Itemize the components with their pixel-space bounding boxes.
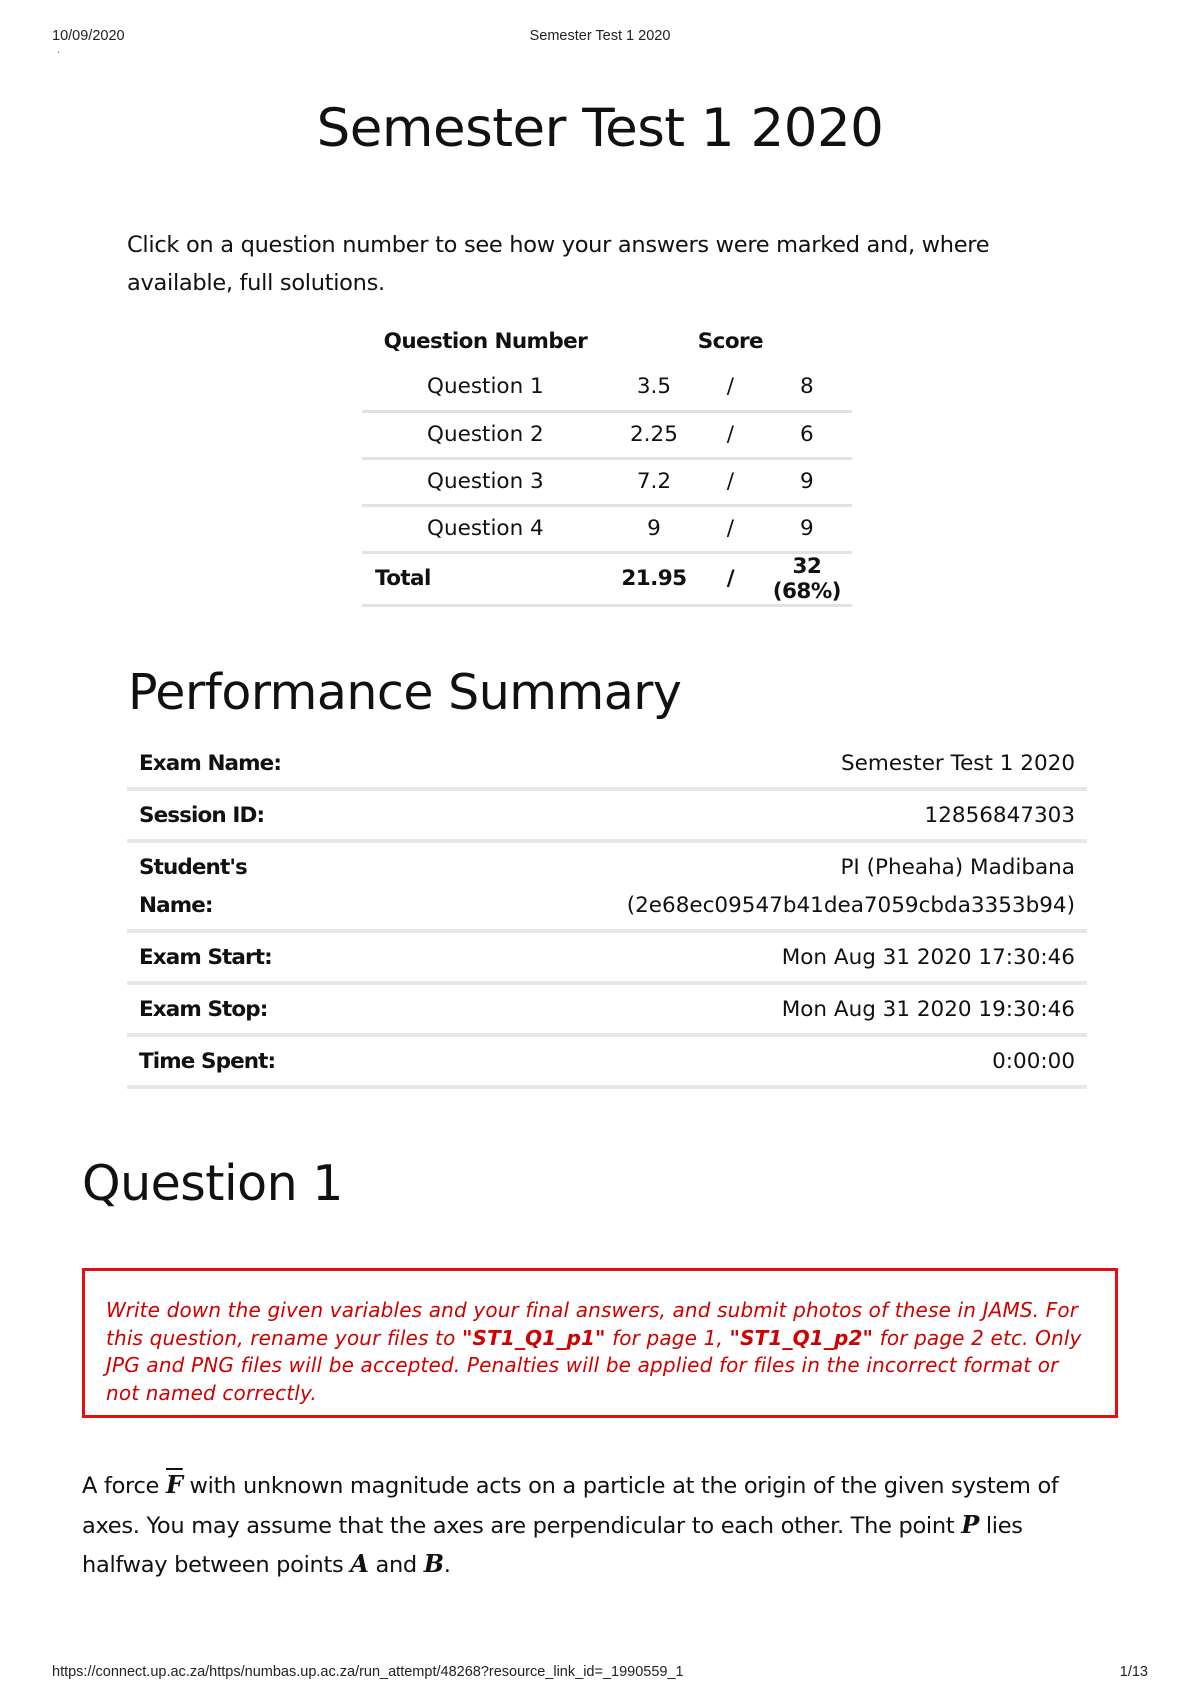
- point-b-symbol: B: [423, 1549, 444, 1578]
- score-max: 8: [762, 364, 852, 411]
- print-date: 10/09/2020: [52, 28, 125, 44]
- score-separator: /: [699, 505, 762, 552]
- score-max: 6: [762, 411, 852, 458]
- notice-filename: "ST1_Q1_p2": [729, 1325, 874, 1350]
- table-row[interactable]: [362, 411, 852, 458]
- question-1-text: [82, 1466, 1112, 1585]
- table-row[interactable]: [362, 458, 852, 505]
- score-separator: /: [699, 364, 762, 411]
- point-p-symbol: P: [961, 1509, 979, 1539]
- notice-filename: "ST1_Q1_p1": [461, 1325, 606, 1350]
- point-a-symbol: A: [350, 1549, 369, 1578]
- performance-summary-heading: Performance Summary: [128, 664, 682, 721]
- score-max: 9: [762, 505, 852, 552]
- exam-start-value: Mon Aug 31 2020 17:30:46: [345, 931, 1087, 983]
- student-name-label: Student's Name:: [127, 841, 345, 931]
- score-value: 7.2: [609, 458, 699, 505]
- summary-row: [127, 739, 1087, 789]
- question-number-header: Question Number: [383, 328, 588, 354]
- question-text: .: [443, 1552, 451, 1578]
- time-spent-label: Time Spent:: [127, 1035, 345, 1087]
- total-score: 21.95: [609, 552, 699, 605]
- question-link[interactable]: Question 2: [362, 411, 609, 458]
- summary-row: [127, 1035, 1087, 1087]
- submission-notice: [82, 1268, 1118, 1418]
- question-text: and: [368, 1552, 424, 1578]
- notice-text: Write down the given variables and your final answers, and submit photos of these in JAMS. For this question, rename your files to: [106, 1298, 1079, 1350]
- notice-text: for page 1,: [605, 1325, 730, 1350]
- score-value: 2.25: [609, 411, 699, 458]
- score-table-header: [362, 318, 852, 364]
- summary-row: [127, 789, 1087, 841]
- summary-row: [127, 841, 1087, 931]
- total-max: 32 (68%): [762, 552, 852, 605]
- question-text: with unknown magnitude acts on a particle at the origin of the given system of axes. You may assume that the axes are perpendicular to each other. The point: [82, 1473, 1059, 1539]
- score-value: 3.5: [609, 364, 699, 411]
- table-row[interactable]: [362, 364, 852, 411]
- score-separator: /: [699, 411, 762, 458]
- print-url: https://connect.up.ac.za/https/numbas.up.ac.za/run_attempt/48268?resource_link_id=_1990559_1: [52, 1664, 684, 1680]
- question-1-heading: Question 1: [82, 1155, 343, 1212]
- table-row[interactable]: [362, 505, 852, 552]
- question-link[interactable]: Question 1: [362, 364, 609, 411]
- question-text: A force: [82, 1473, 166, 1499]
- session-id-label: Session ID:: [127, 789, 345, 841]
- question-text: lies halfway between points: [82, 1512, 1023, 1578]
- total-separator: /: [699, 552, 762, 605]
- time-spent-value: 0:00:00: [345, 1035, 1087, 1087]
- question-link[interactable]: Question 4: [362, 505, 609, 552]
- total-row: [362, 552, 852, 605]
- intro-text: Click on a question number to see how your answers were marked and, where available, full solutions.: [127, 232, 990, 296]
- total-label: Total: [362, 552, 609, 605]
- score-value: 9: [609, 505, 699, 552]
- print-footer: [52, 1664, 1148, 1684]
- page-counter: 1/13: [1119, 1664, 1148, 1680]
- student-name-value: PI (Pheaha) Madibana (2e68ec09547b41dea7059cbda3353b94): [345, 841, 1087, 931]
- exam-name-label: Exam Name:: [127, 739, 345, 789]
- exam-start-label: Exam Start:: [127, 931, 345, 983]
- print-header: [52, 28, 1148, 48]
- summary-row: [127, 931, 1087, 983]
- exam-stop-value: Mon Aug 31 2020 19:30:46: [345, 983, 1087, 1035]
- session-id-value: 12856847303: [345, 789, 1087, 841]
- summary-row: [127, 983, 1087, 1035]
- exam-stop-label: Exam Stop:: [127, 983, 345, 1035]
- score-separator: /: [699, 458, 762, 505]
- force-vector-symbol: $\overline{F}$: [165, 1470, 183, 1499]
- print-dot: ·: [57, 48, 61, 59]
- score-header: Score: [697, 328, 763, 354]
- print-page-title: Semester Test 1 2020: [529, 28, 671, 44]
- exam-name-value: Semester Test 1 2020: [345, 739, 1087, 789]
- score-table: [362, 318, 852, 607]
- notice-text: for page 2 etc. Only JPG and PNG files will be accepted. Penalties will be applied for files in the incorrect format or not named correctly.: [106, 1325, 1082, 1405]
- performance-summary-table: [127, 739, 1087, 1089]
- question-link[interactable]: Question 3: [362, 458, 609, 505]
- score-max: 9: [762, 458, 852, 505]
- page-title: Semester Test 1 2020: [316, 98, 884, 159]
